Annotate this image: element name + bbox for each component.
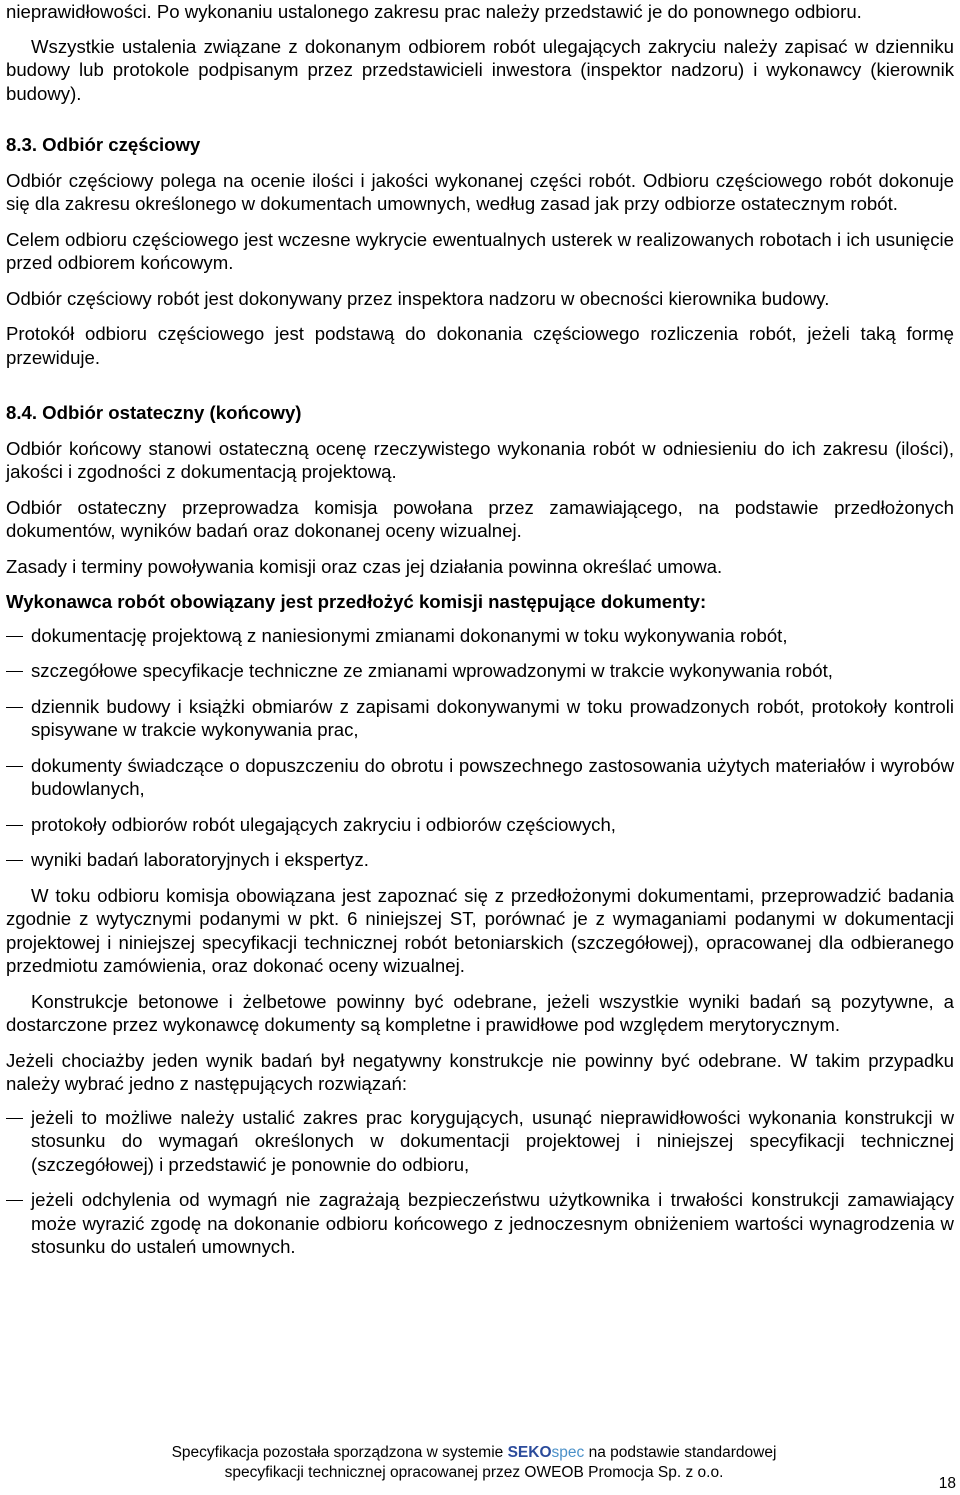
page-footer	[0, 1443, 948, 1483]
s84-paragraph-6: Jeżeli chociażby jeden wynik badań był negatywny konstrukcje nie powinny być odebrane. W takim przypadku należy wybrać jedno z następujących rozwiązań:	[6, 1049, 954, 1094]
section-8-3-heading: 8.3. Odbiór częściowy	[6, 134, 201, 155]
intro-paragraph-1: nieprawidłowości. Po wykonaniu ustalonego zakresu prac należy przedstawić je do ponownego odbioru.	[6, 1, 862, 22]
list-item: dokumenty świadczące o dopuszczeniu do obrotu i powszechnego zastosowania użytych materiałów i wyrobów budowlanych,	[6, 754, 954, 801]
footer-text-post: na podstawie standardowej	[584, 1444, 777, 1461]
brand-spec: spec	[551, 1444, 585, 1461]
list-item: protokoły odbiorów robót ulegających zakryciu i odbiorów częściowych,	[6, 813, 954, 837]
list-item: wyniki badań laboratoryjnych i ekspertyz.	[6, 848, 954, 872]
intro-paragraph-2: Wszystkie ustalenia związane z dokonanym odbiorem robót ulegających zakryciu należy zapisać w dzienniku budowy lub protokole podpisanym przez przedstawicieli inwestora (inspektor nadzoru) i wykonawcy (kierownik budowy).	[6, 35, 954, 104]
footer-line-1	[0, 1443, 948, 1463]
s84-paragraph-4: W toku odbioru komisja obowiązana jest zapoznać się z przedłożonymi dokumentami, przeprowadzić badania zgodnie z wytycznymi podanymi w pkt. 6 niniejszej ST, porównać je z wymaganiami podanymi w dokumentacji projektowej i niniejszej specyfikacji technicznej robót betoniarskich (szczegółowej), opracowanej dla odbieranego przedmiotu zamówienia, oraz dokonać oceny wizualnej.	[6, 884, 954, 976]
list-item: dokumentację projektową z naniesionymi zmianami dokonanymi w toku wykonywania robót,	[6, 624, 954, 648]
footer-text-pre: Specyfikacja pozostała sporządzona w systemie	[171, 1444, 508, 1461]
s83-paragraph-1: Odbiór częściowy polega na ocenie ilości i jakości wykonanej części robót. Odbioru częściowego robót dokonuje się dla zakresu określonego w dokumentach umownych, według zasad jak przy odbiorze ostatecznym robót.	[6, 169, 954, 214]
s84-bold-line: Wykonawca robót obowiązany jest przedłożyć komisji następujące dokumenty:	[6, 591, 707, 612]
documents-list	[6, 624, 954, 872]
s84-paragraph-2: Odbiór ostateczny przeprowadza komisja powołana przez zamawiającego, na podstawie przedłożonych dokumentów, wyników badań oraz dokonanej oceny wizualnej.	[6, 496, 954, 541]
list-item: jeżeli to możliwe należy ustalić zakres prac korygujących, usunąć nieprawidłowości wykonania konstrukcji w stosunku do wymagań określonych w dokumentacji projektowej i niniejszej specyfikacji technicznej (szczegółowej) i przedstawić je ponownie do odbioru,	[6, 1106, 954, 1177]
list-item: szczegółowe specyfikacje techniczne ze zmianami wprowadzonymi w trakcie wykonywania robót,	[6, 659, 954, 683]
s83-paragraph-3: Odbiór częściowy robót jest dokonywany przez inspektora nadzoru w obecności kierownika budowy.	[6, 287, 830, 309]
list-item: dziennik budowy i książki obmiarów z zapisami dokonywanymi w toku prowadzonych robót, protokoły kontroli spisywane w trakcie wykonywania prac,	[6, 695, 954, 742]
s83-paragraph-4: Protokół odbioru częściowego jest podstawą do dokonania częściowego rozliczenia robót, jeżeli taką formę przewiduje.	[6, 323, 954, 368]
solutions-list	[6, 1106, 954, 1259]
section-8-4-heading: 8.4. Odbiór ostateczny (końcowy)	[6, 402, 302, 423]
s83-paragraph-2: Celem odbioru częściowego jest wczesne wykrycie ewentualnych usterek w realizowanych robotach i ich usunięcie przed odbiorem końcowym.	[6, 228, 954, 273]
list-item: jeżeli odchylenia od wymagń nie zagrażają bezpieczeństwu użytkownika i trwałości konstrukcji zamawiający może wyrazić zgodę na dokonanie odbioru końcowego z jednoczesnym obniżeniem wartości wynagrodzenia w stosunku do ustaleń umownych.	[6, 1188, 954, 1259]
page-number: 18	[938, 1475, 956, 1492]
s84-paragraph-3: Zasady i terminy powoływania komisji oraz czas jej działania powinna określać umowa.	[6, 555, 723, 577]
s84-paragraph-1: Odbiór końcowy stanowi ostateczną ocenę rzeczywistego wykonania robót w odniesieniu do ich zakresu (ilości), jakości i zgodności z dokumentacją projektową.	[6, 437, 954, 482]
footer-line-2: specyfikacji technicznej opracowanej przez OWEOB Promocja Sp. z o.o.	[224, 1464, 724, 1481]
s84-paragraph-5: Konstrukcje betonowe i żelbetowe powinny być odebrane, jeżeli wszystkie wyniki badań są pozytywne, a dostarczone przez wykonawcę dokumenty są kompletne i prawidłowe pod względem merytorycznym.	[6, 990, 954, 1035]
brand-seko: SEKO	[507, 1444, 552, 1461]
